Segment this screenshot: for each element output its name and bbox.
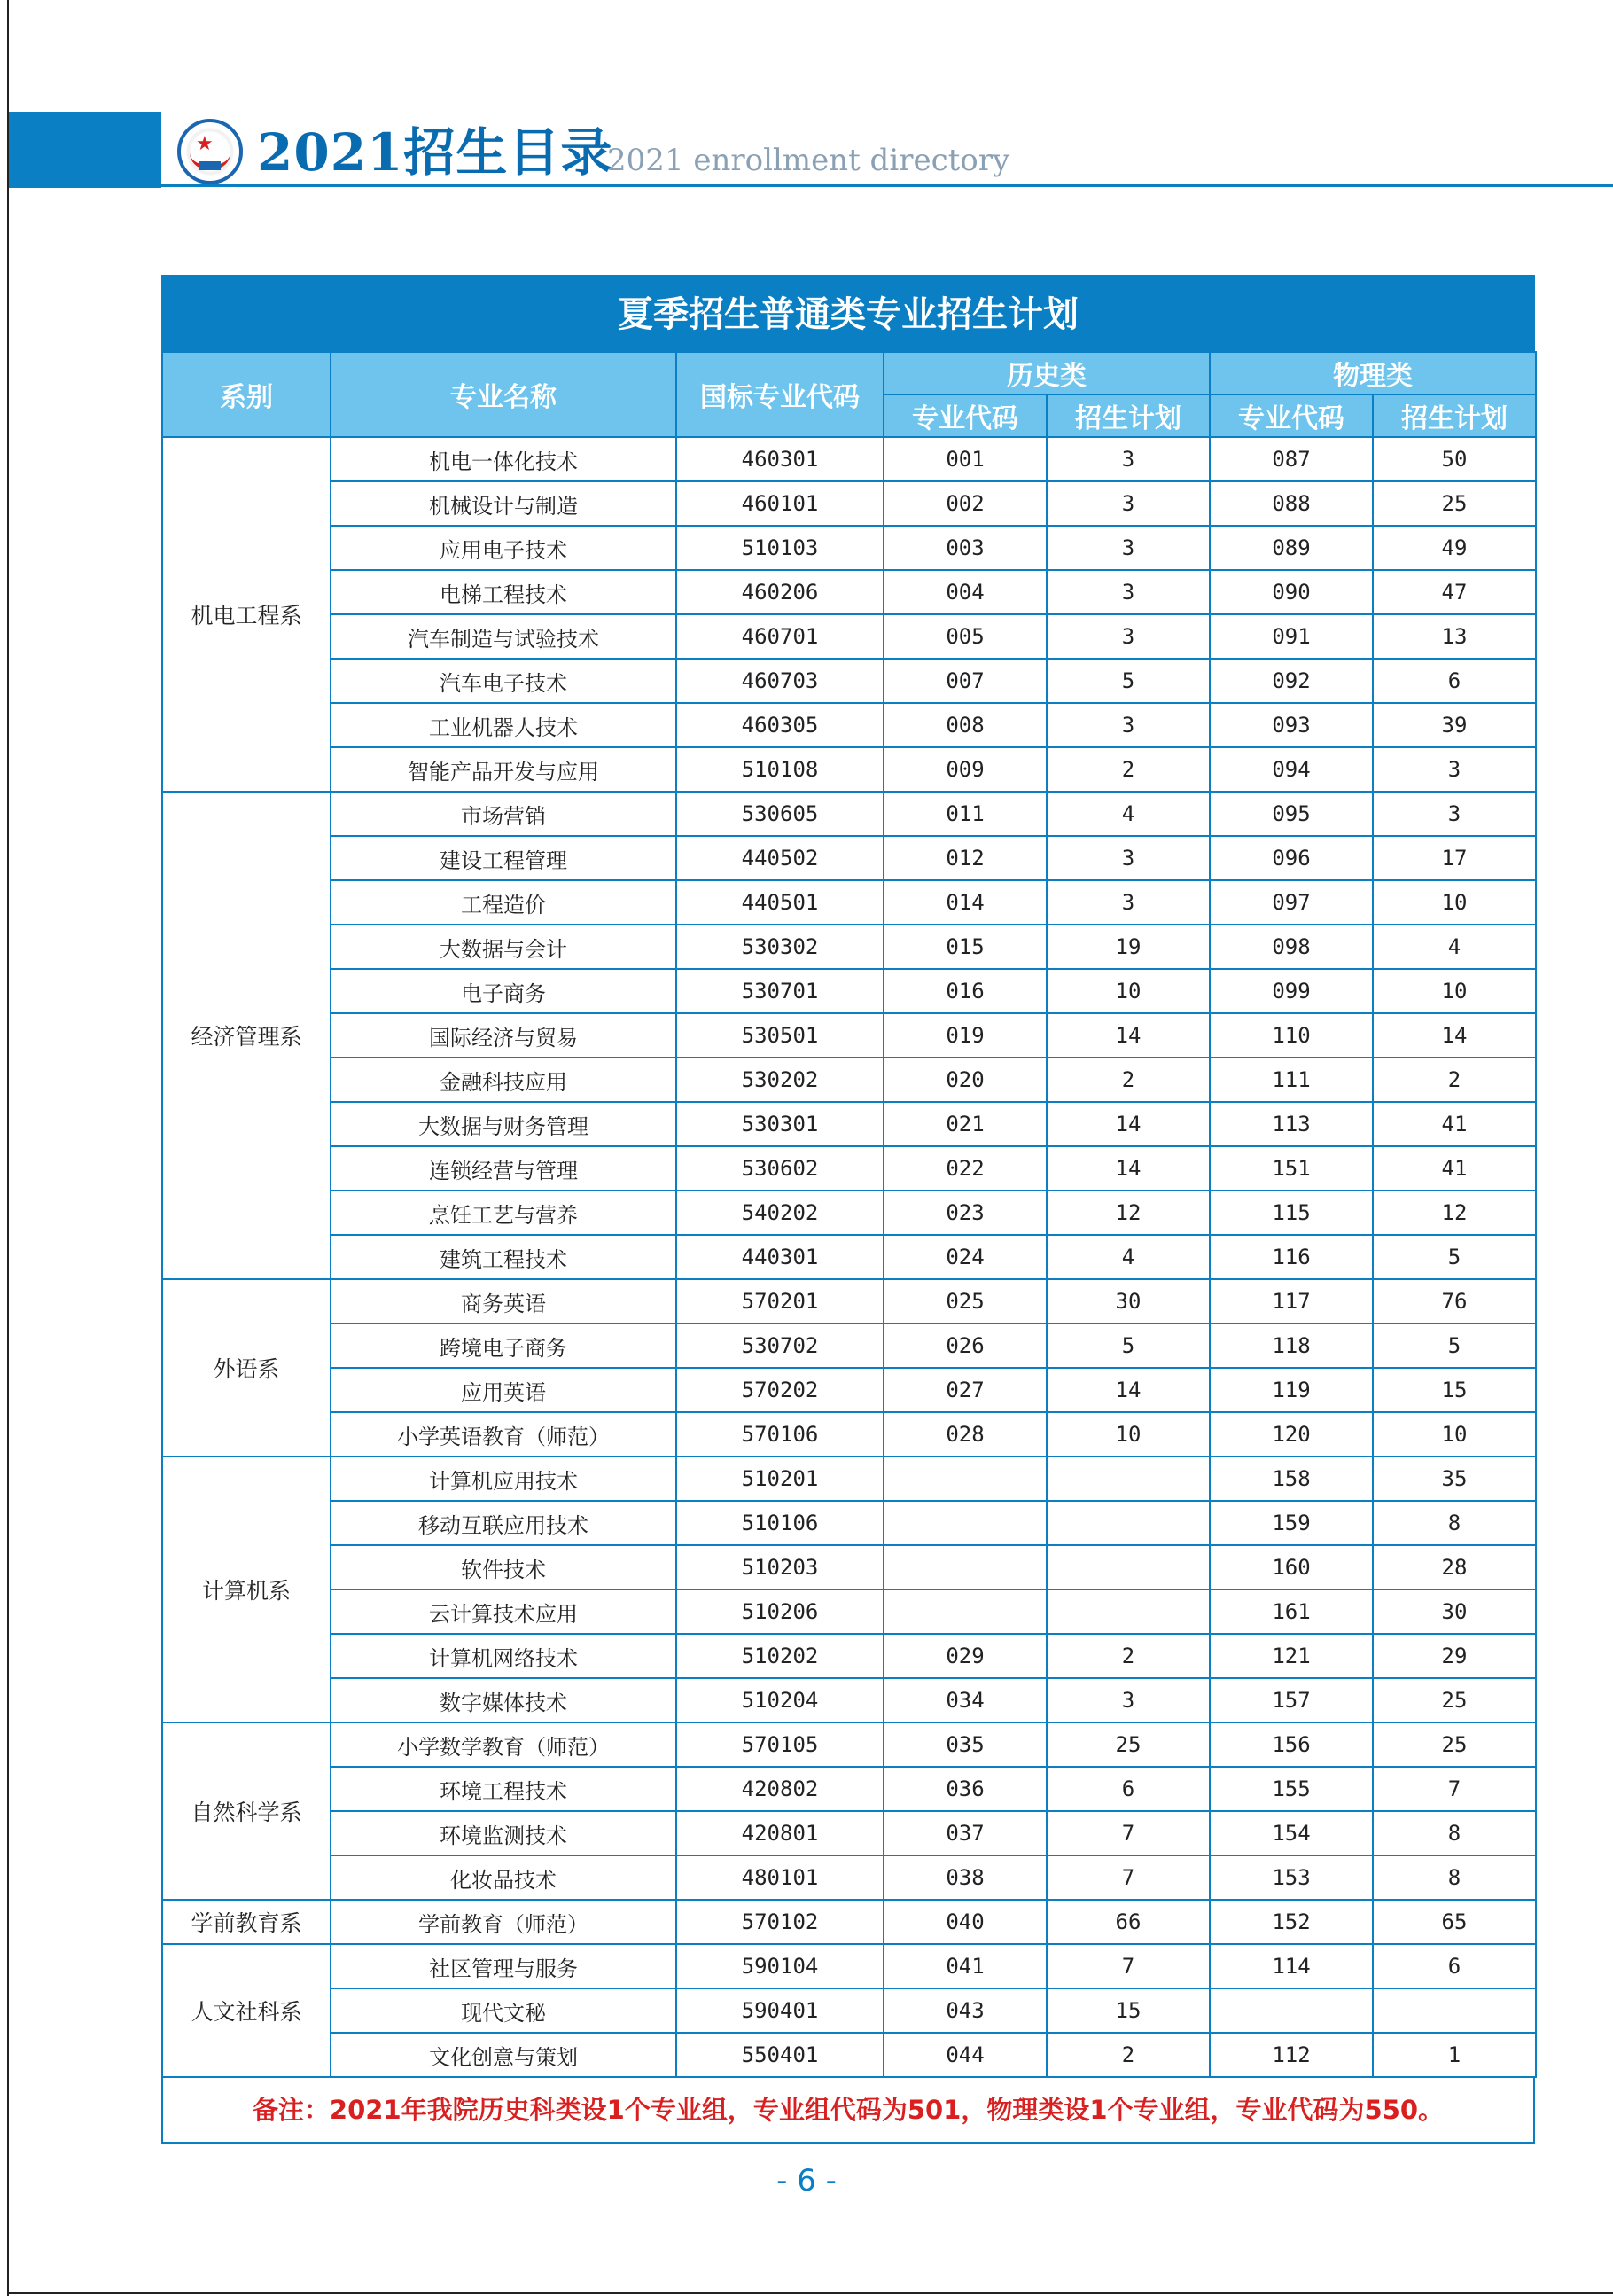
history-plan-cell: 25: [1047, 1722, 1210, 1767]
national-code-cell: 510106: [676, 1501, 884, 1545]
national-code-cell: 510103: [676, 526, 884, 570]
history-plan-cell: [1047, 1501, 1210, 1545]
history-major-code-cell: 009: [884, 747, 1047, 792]
physics-plan-cell: 17: [1373, 836, 1536, 880]
major-name-cell: 化妆品技术: [331, 1855, 676, 1900]
history-major-code-cell: 019: [884, 1013, 1047, 1058]
major-name-cell: 工程造价: [331, 880, 676, 925]
major-name-cell: 汽车制造与试验技术: [331, 614, 676, 659]
history-major-code-cell: 035: [884, 1722, 1047, 1767]
dept-cell: 外语系: [162, 1279, 331, 1456]
major-name-cell: 商务英语: [331, 1279, 676, 1324]
major-name-cell: 机械设计与制造: [331, 481, 676, 526]
table-row: [162, 1501, 1536, 1545]
national-code-cell: 530701: [676, 969, 884, 1013]
national-code-cell: 510203: [676, 1545, 884, 1589]
history-plan-cell: 5: [1047, 1324, 1210, 1368]
table-row: [162, 1988, 1536, 2033]
table-row: [162, 570, 1536, 614]
physics-major-code-cell: 087: [1210, 437, 1373, 481]
major-name-cell: 跨境电子商务: [331, 1324, 676, 1368]
table-row: [162, 1102, 1536, 1146]
major-name-cell: 计算机应用技术: [331, 1456, 676, 1501]
national-code-cell: 570201: [676, 1279, 884, 1324]
history-major-code-cell: 004: [884, 570, 1047, 614]
physics-plan-cell: 25: [1373, 1678, 1536, 1722]
table-row: [162, 925, 1536, 969]
physics-major-code-cell: 092: [1210, 659, 1373, 703]
physics-major-code-cell: 090: [1210, 570, 1373, 614]
header-title: 2021招生目录: [257, 122, 613, 183]
header-national-code: 国标专业代码: [676, 352, 884, 437]
plan-table-body: [162, 437, 1536, 2077]
table-row: [162, 1634, 1536, 1678]
history-major-code-cell: 007: [884, 659, 1047, 703]
header-history-plan: 招生计划: [1047, 394, 1210, 437]
national-code-cell: 510201: [676, 1456, 884, 1501]
table-row: [162, 614, 1536, 659]
physics-plan-cell: 28: [1373, 1545, 1536, 1589]
table-row: [162, 1456, 1536, 1501]
history-major-code-cell: 014: [884, 880, 1047, 925]
physics-major-code-cell: 157: [1210, 1678, 1373, 1722]
physics-plan-cell: 15: [1373, 1368, 1536, 1412]
physics-plan-cell: 2: [1373, 1058, 1536, 1102]
history-major-code-cell: 044: [884, 2033, 1047, 2077]
national-code-cell: 530702: [676, 1324, 884, 1368]
history-plan-cell: 19: [1047, 925, 1210, 969]
table-title: 夏季招生普通类专业招生计划: [161, 275, 1535, 351]
dept-cell: 自然科学系: [162, 1722, 331, 1900]
history-major-code-cell: 015: [884, 925, 1047, 969]
dept-cell: 计算机系: [162, 1456, 331, 1722]
dept-cell: 人文社科系: [162, 1944, 331, 2077]
history-major-code-cell: [884, 1545, 1047, 1589]
table-row: [162, 1811, 1536, 1855]
history-major-code-cell: 025: [884, 1279, 1047, 1324]
major-name-cell: 小学英语教育（师范）: [331, 1412, 676, 1456]
history-plan-cell: 3: [1047, 437, 1210, 481]
history-major-code-cell: 036: [884, 1767, 1047, 1811]
history-plan-cell: 7: [1047, 1944, 1210, 1988]
physics-major-code-cell: 160: [1210, 1545, 1373, 1589]
history-plan-cell: 5: [1047, 659, 1210, 703]
physics-plan-cell: 30: [1373, 1589, 1536, 1634]
table-row: [162, 1944, 1536, 1988]
history-plan-cell: 3: [1047, 526, 1210, 570]
history-plan-cell: 3: [1047, 481, 1210, 526]
physics-plan-cell: 3: [1373, 792, 1536, 836]
history-major-code-cell: 005: [884, 614, 1047, 659]
major-name-cell: 市场营销: [331, 792, 676, 836]
national-code-cell: 510204: [676, 1678, 884, 1722]
history-plan-cell: 30: [1047, 1279, 1210, 1324]
national-code-cell: 570106: [676, 1412, 884, 1456]
physics-major-code-cell: 098: [1210, 925, 1373, 969]
table-row: [162, 1589, 1536, 1634]
physics-major-code-cell: 155: [1210, 1767, 1373, 1811]
logo-book-icon: [199, 161, 221, 170]
table-row: [162, 1900, 1536, 1944]
physics-major-code-cell: 089: [1210, 526, 1373, 570]
physics-major-code-cell: 115: [1210, 1191, 1373, 1235]
table-row: [162, 1013, 1536, 1058]
national-code-cell: 460701: [676, 614, 884, 659]
table-row: [162, 526, 1536, 570]
physics-major-code-cell: 095: [1210, 792, 1373, 836]
major-name-cell: 建筑工程技术: [331, 1235, 676, 1279]
physics-plan-cell: 5: [1373, 1235, 1536, 1279]
national-code-cell: 590401: [676, 1988, 884, 2033]
history-major-code-cell: 029: [884, 1634, 1047, 1678]
college-logo: [177, 119, 243, 184]
table-row: [162, 1146, 1536, 1191]
table-row: [162, 1191, 1536, 1235]
physics-major-code-cell: 099: [1210, 969, 1373, 1013]
national-code-cell: 440501: [676, 880, 884, 925]
logo-star-icon: ★: [196, 133, 214, 155]
physics-plan-cell: 10: [1373, 880, 1536, 925]
national-code-cell: 530602: [676, 1146, 884, 1191]
enrollment-plan-table: [161, 275, 1535, 2144]
history-plan-cell: 2: [1047, 1058, 1210, 1102]
header-major: 专业名称: [331, 352, 676, 437]
history-major-code-cell: 034: [884, 1678, 1047, 1722]
major-name-cell: 社区管理与服务: [331, 1944, 676, 1988]
major-name-cell: 云计算技术应用: [331, 1589, 676, 1634]
physics-plan-cell: 41: [1373, 1146, 1536, 1191]
national-code-cell: 530301: [676, 1102, 884, 1146]
table-row: [162, 1678, 1536, 1722]
plan-table: [161, 351, 1537, 2078]
table-row: [162, 703, 1536, 747]
table-row: [162, 1545, 1536, 1589]
physics-plan-cell: 41: [1373, 1102, 1536, 1146]
major-name-cell: 数字媒体技术: [331, 1678, 676, 1722]
table-row: [162, 1767, 1536, 1811]
major-name-cell: 计算机网络技术: [331, 1634, 676, 1678]
physics-plan-cell: 3: [1373, 747, 1536, 792]
dept-cell: 经济管理系: [162, 792, 331, 1279]
history-plan-cell: [1047, 1589, 1210, 1634]
history-plan-cell: 2: [1047, 747, 1210, 792]
history-major-code-cell: 023: [884, 1191, 1047, 1235]
history-major-code-cell: 041: [884, 1944, 1047, 1988]
history-major-code-cell: 020: [884, 1058, 1047, 1102]
national-code-cell: 590104: [676, 1944, 884, 1988]
dept-cell: 机电工程系: [162, 437, 331, 792]
history-major-code-cell: 027: [884, 1368, 1047, 1412]
history-plan-cell: 10: [1047, 1412, 1210, 1456]
history-plan-cell: 14: [1047, 1102, 1210, 1146]
header-physics-major-code: 专业代码: [1210, 394, 1373, 437]
history-plan-cell: [1047, 1456, 1210, 1501]
table-row: [162, 1412, 1536, 1456]
major-name-cell: 机电一体化技术: [331, 437, 676, 481]
physics-plan-cell: 12: [1373, 1191, 1536, 1235]
physics-plan-cell: 50: [1373, 437, 1536, 481]
table-row: [162, 1722, 1536, 1767]
history-plan-cell: 2: [1047, 1634, 1210, 1678]
physics-plan-cell: 76: [1373, 1279, 1536, 1324]
physics-major-code-cell: 120: [1210, 1412, 1373, 1456]
physics-major-code-cell: 158: [1210, 1456, 1373, 1501]
physics-major-code-cell: 093: [1210, 703, 1373, 747]
physics-major-code-cell: 161: [1210, 1589, 1373, 1634]
major-name-cell: 环境监测技术: [331, 1811, 676, 1855]
physics-major-code-cell: 088: [1210, 481, 1373, 526]
physics-plan-cell: [1373, 1988, 1536, 2033]
history-plan-cell: 6: [1047, 1767, 1210, 1811]
history-major-code-cell: 001: [884, 437, 1047, 481]
table-row: [162, 969, 1536, 1013]
header-physics-plan: 招生计划: [1373, 394, 1536, 437]
history-major-code-cell: 008: [884, 703, 1047, 747]
table-row: [162, 1324, 1536, 1368]
history-major-code-cell: 028: [884, 1412, 1047, 1456]
major-name-cell: 金融科技应用: [331, 1058, 676, 1102]
national-code-cell: 530501: [676, 1013, 884, 1058]
national-code-cell: 420802: [676, 1767, 884, 1811]
page-frame-left: [7, 0, 9, 2296]
table-row: [162, 2033, 1536, 2077]
national-code-cell: 550401: [676, 2033, 884, 2077]
national-code-cell: 460305: [676, 703, 884, 747]
major-name-cell: 智能产品开发与应用: [331, 747, 676, 792]
history-plan-cell: [1047, 1545, 1210, 1589]
history-plan-cell: 10: [1047, 969, 1210, 1013]
physics-plan-cell: 47: [1373, 570, 1536, 614]
national-code-cell: 570105: [676, 1722, 884, 1767]
national-code-cell: 460703: [676, 659, 884, 703]
dept-cell: 学前教育系: [162, 1900, 331, 1944]
history-plan-cell: 7: [1047, 1811, 1210, 1855]
physics-plan-cell: 8: [1373, 1855, 1536, 1900]
major-name-cell: 连锁经营与管理: [331, 1146, 676, 1191]
history-major-code-cell: 038: [884, 1855, 1047, 1900]
national-code-cell: 440301: [676, 1235, 884, 1279]
major-name-cell: 文化创意与策划: [331, 2033, 676, 2077]
history-major-code-cell: 040: [884, 1900, 1047, 1944]
national-code-cell: 540202: [676, 1191, 884, 1235]
table-row: [162, 747, 1536, 792]
page-frame-bottom: [7, 2292, 1613, 2294]
history-plan-cell: 12: [1047, 1191, 1210, 1235]
physics-major-code-cell: 097: [1210, 880, 1373, 925]
history-plan-cell: 15: [1047, 1988, 1210, 2033]
history-major-code-cell: 024: [884, 1235, 1047, 1279]
page-number: - 6 -: [776, 2163, 837, 2198]
major-name-cell: 应用电子技术: [331, 526, 676, 570]
history-major-code-cell: 037: [884, 1811, 1047, 1855]
history-major-code-cell: [884, 1456, 1047, 1501]
table-row: [162, 659, 1536, 703]
table-row: [162, 792, 1536, 836]
major-name-cell: 环境工程技术: [331, 1767, 676, 1811]
physics-major-code-cell: 151: [1210, 1146, 1373, 1191]
header-band: [9, 112, 161, 188]
history-plan-cell: 3: [1047, 570, 1210, 614]
national-code-cell: 420801: [676, 1811, 884, 1855]
history-major-code-cell: 021: [884, 1102, 1047, 1146]
physics-major-code-cell: 116: [1210, 1235, 1373, 1279]
major-name-cell: 电子商务: [331, 969, 676, 1013]
table-row: [162, 437, 1536, 481]
physics-major-code-cell: 091: [1210, 614, 1373, 659]
national-code-cell: 530605: [676, 792, 884, 836]
major-name-cell: 烹饪工艺与营养: [331, 1191, 676, 1235]
major-name-cell: 大数据与财务管理: [331, 1102, 676, 1146]
national-code-cell: 510202: [676, 1634, 884, 1678]
national-code-cell: 510206: [676, 1589, 884, 1634]
physics-plan-cell: 10: [1373, 1412, 1536, 1456]
table-row: [162, 481, 1536, 526]
physics-plan-cell: 29: [1373, 1634, 1536, 1678]
physics-major-code-cell: 156: [1210, 1722, 1373, 1767]
physics-plan-cell: 25: [1373, 1722, 1536, 1767]
national-code-cell: 570202: [676, 1368, 884, 1412]
physics-major-code-cell: 113: [1210, 1102, 1373, 1146]
national-code-cell: 570102: [676, 1900, 884, 1944]
major-name-cell: 小学数学教育（师范）: [331, 1722, 676, 1767]
national-code-cell: 530302: [676, 925, 884, 969]
history-major-code-cell: 026: [884, 1324, 1047, 1368]
national-code-cell: 460206: [676, 570, 884, 614]
physics-plan-cell: 8: [1373, 1501, 1536, 1545]
physics-plan-cell: 13: [1373, 614, 1536, 659]
physics-plan-cell: 65: [1373, 1900, 1536, 1944]
history-major-code-cell: 022: [884, 1146, 1047, 1191]
history-plan-cell: 4: [1047, 792, 1210, 836]
major-name-cell: 现代文秘: [331, 1988, 676, 2033]
physics-plan-cell: 10: [1373, 969, 1536, 1013]
history-major-code-cell: 043: [884, 1988, 1047, 2033]
physics-plan-cell: 25: [1373, 481, 1536, 526]
history-plan-cell: 3: [1047, 880, 1210, 925]
table-note: 备注：2021年我院历史科类设1个专业组，专业组代码为501，物理类设1个专业组，专业代码为550。: [161, 2078, 1535, 2144]
table-row: [162, 1058, 1536, 1102]
history-plan-cell: 3: [1047, 614, 1210, 659]
physics-major-code-cell: 111: [1210, 1058, 1373, 1102]
physics-plan-cell: 35: [1373, 1456, 1536, 1501]
major-name-cell: 国际经济与贸易: [331, 1013, 676, 1058]
national-code-cell: 530202: [676, 1058, 884, 1102]
physics-major-code-cell: 094: [1210, 747, 1373, 792]
national-code-cell: 480101: [676, 1855, 884, 1900]
history-plan-cell: 7: [1047, 1855, 1210, 1900]
history-plan-cell: 3: [1047, 703, 1210, 747]
table-row: [162, 836, 1536, 880]
header-physics-group: 物理类: [1210, 352, 1536, 394]
physics-major-code-cell: 121: [1210, 1634, 1373, 1678]
physics-plan-cell: 14: [1373, 1013, 1536, 1058]
national-code-cell: 510108: [676, 747, 884, 792]
header-dept: 系别: [162, 352, 331, 437]
major-name-cell: 大数据与会计: [331, 925, 676, 969]
history-major-code-cell: 016: [884, 969, 1047, 1013]
header-history-major-code: 专业代码: [884, 394, 1047, 437]
physics-plan-cell: 7: [1373, 1767, 1536, 1811]
history-major-code-cell: 012: [884, 836, 1047, 880]
major-name-cell: 建设工程管理: [331, 836, 676, 880]
major-name-cell: 工业机器人技术: [331, 703, 676, 747]
physics-plan-cell: 4: [1373, 925, 1536, 969]
physics-plan-cell: 6: [1373, 659, 1536, 703]
physics-major-code-cell: 153: [1210, 1855, 1373, 1900]
physics-major-code-cell: 112: [1210, 2033, 1373, 2077]
history-plan-cell: 14: [1047, 1146, 1210, 1191]
major-name-cell: 汽车电子技术: [331, 659, 676, 703]
physics-major-code-cell: 096: [1210, 836, 1373, 880]
history-major-code-cell: [884, 1501, 1047, 1545]
table-row: [162, 880, 1536, 925]
physics-plan-cell: 39: [1373, 703, 1536, 747]
major-name-cell: 移动互联应用技术: [331, 1501, 676, 1545]
physics-major-code-cell: 152: [1210, 1900, 1373, 1944]
physics-plan-cell: 8: [1373, 1811, 1536, 1855]
national-code-cell: 460101: [676, 481, 884, 526]
history-plan-cell: 14: [1047, 1368, 1210, 1412]
history-plan-cell: 3: [1047, 1678, 1210, 1722]
header-subtitle: 2021 enrollment directory: [607, 143, 1010, 178]
history-major-code-cell: [884, 1589, 1047, 1634]
physics-plan-cell: 49: [1373, 526, 1536, 570]
physics-major-code-cell: 118: [1210, 1324, 1373, 1368]
physics-major-code-cell: 154: [1210, 1811, 1373, 1855]
physics-major-code-cell: 119: [1210, 1368, 1373, 1412]
major-name-cell: 应用英语: [331, 1368, 676, 1412]
physics-major-code-cell: [1210, 1988, 1373, 2033]
history-plan-cell: 2: [1047, 2033, 1210, 2077]
physics-plan-cell: 5: [1373, 1324, 1536, 1368]
history-plan-cell: 4: [1047, 1235, 1210, 1279]
national-code-cell: 460301: [676, 437, 884, 481]
physics-major-code-cell: 117: [1210, 1279, 1373, 1324]
table-row: [162, 1368, 1536, 1412]
history-plan-cell: 3: [1047, 836, 1210, 880]
history-major-code-cell: 002: [884, 481, 1047, 526]
header-history-group: 历史类: [884, 352, 1210, 394]
physics-major-code-cell: 110: [1210, 1013, 1373, 1058]
major-name-cell: 软件技术: [331, 1545, 676, 1589]
table-row: [162, 1235, 1536, 1279]
history-major-code-cell: 003: [884, 526, 1047, 570]
physics-major-code-cell: 114: [1210, 1944, 1373, 1988]
physics-plan-cell: 6: [1373, 1944, 1536, 1988]
national-code-cell: 440502: [676, 836, 884, 880]
history-major-code-cell: 011: [884, 792, 1047, 836]
history-plan-cell: 66: [1047, 1900, 1210, 1944]
major-name-cell: 电梯工程技术: [331, 570, 676, 614]
major-name-cell: 学前教育（师范）: [331, 1900, 676, 1944]
table-row: [162, 1855, 1536, 1900]
physics-major-code-cell: 159: [1210, 1501, 1373, 1545]
table-row: [162, 1279, 1536, 1324]
physics-plan-cell: 1: [1373, 2033, 1536, 2077]
history-plan-cell: 14: [1047, 1013, 1210, 1058]
